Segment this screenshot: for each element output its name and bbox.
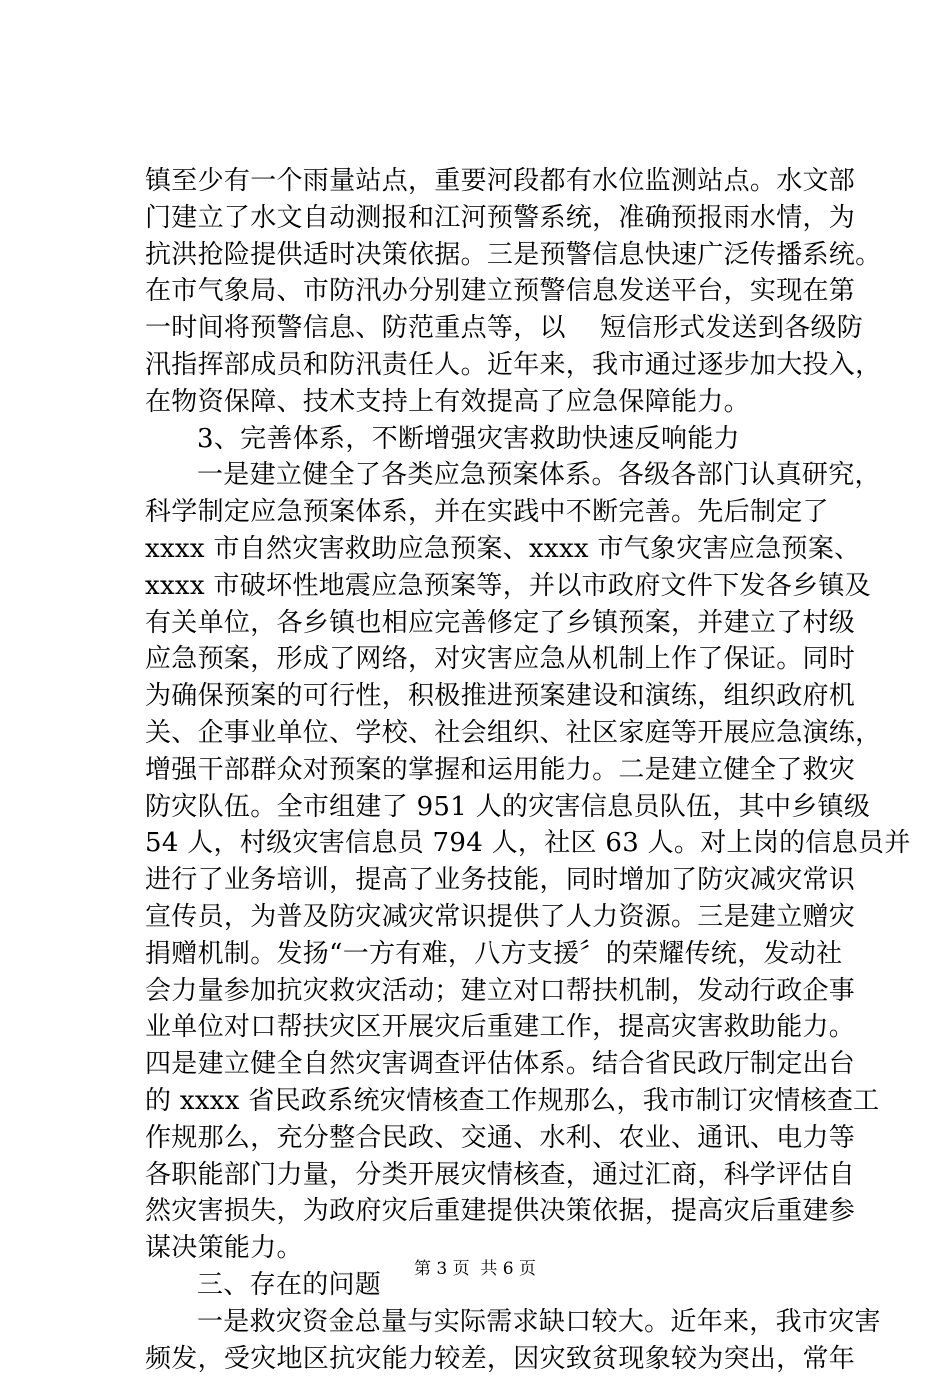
text-line: 四是建立健全自然灾害调查评估体系。结合省民政厅制定出台 — [145, 1046, 835, 1083]
text-line: 增强干部群众对预案的掌握和运用能力。二是建立健全了救灾 — [145, 752, 835, 789]
text-line: xxxx 市自然灾害救助应急预案、xxxx 市气象灾害应急预案、 — [145, 531, 835, 568]
text-line: 汛指挥部成员和防汛责任人。近年来，我市通过逐步加大投入， — [145, 347, 835, 384]
text-line: 的 xxxx 省民政系统灾情核查工作规那么，我市制订灾情核查工 — [145, 1083, 835, 1120]
text-line: 宣传员，为普及防灾减灾常识提供了人力资源。三是建立赠灾 — [145, 899, 835, 936]
text-line: 抗洪抢险提供适时决策依据。三是预警信息快速广泛传播系统。 — [145, 237, 835, 274]
text-line: 作规那么，充分整合民政、交通、水利、农业、通讯、电力等 — [145, 1120, 835, 1157]
text-line: 科学制定应急预案体系，并在实践中不断完善。先后制定了 — [145, 494, 835, 531]
text-line: 然灾害损失，为政府灾后重建提供决策依据，提高灾后重建参 — [145, 1193, 835, 1230]
section-heading: 3、完善体系，不断增强灾害救助快速反响能力 — [145, 421, 835, 458]
document-body — [145, 163, 835, 1377]
text-line: 频发，受灾地区抗灾能力较差，因灾致贫现象较为突出，常年 — [145, 1341, 835, 1377]
text-line: 镇至少有一个雨量站点，重要河段都有水位监测站点。水文部 — [145, 163, 835, 200]
text-line: 关、企事业单位、学校、社会组织、社区家庭等开展应急演练， — [145, 715, 835, 752]
text-line: 在物资保障、技术支持上有效提高了应急保障能力。 — [145, 384, 835, 421]
text-line: 在市气象局、市防汛办分别建立预警信息发送平台，实现在第 — [145, 273, 835, 310]
paragraph-start: 一是救灾资金总量与实际需求缺口较大。近年来，我市灾害 — [145, 1304, 835, 1341]
text-line: 会力量参加抗灾救灾活动；建立对口帮扶机制，发动行政企事 — [145, 973, 835, 1010]
text-line: 谋决策能力。 — [145, 1230, 835, 1267]
page-number: 第 3 页 共 6 页 — [414, 1259, 536, 1279]
text-line: 进行了业务培训，提高了业务技能，同时增加了防灾减灾常识 — [145, 862, 835, 899]
text-line: 应急预案，形成了网络，对灾害应急从机制上作了保证。同时 — [145, 641, 835, 678]
text-line: xxxx 市破坏性地震应急预案等，并以市政府文件下发各乡镇及 — [145, 568, 835, 605]
text-line: 防灾队伍。全市组建了 951 人的灾害信息员队伍，其中乡镇级 — [145, 789, 835, 826]
section-heading: 三、存在的问题 — [145, 1267, 835, 1304]
text-line: 业单位对口帮扶灾区开展灾后重建工作，提高灾害救助能力。 — [145, 1009, 835, 1046]
text-line: 各职能部门力量，分类开展灾情核查，通过汇商，科学评估自 — [145, 1157, 835, 1194]
text-line: 有关单位，各乡镇也相应完善修定了乡镇预案，并建立了村级 — [145, 605, 835, 642]
text-line: 门建立了水文自动测报和江河预警系统，准确预报雨水情，为 — [145, 200, 835, 237]
text-line: 捐赠机制。发扬“一方有难，八方支援〞的荣耀传统，发动社 — [145, 936, 835, 973]
text-line: 一时间将预警信息、防范重点等，以 短信形式发送到各级防 — [145, 310, 835, 347]
paragraph-start: 一是建立健全了各类应急预案体系。各级各部门认真研究， — [145, 457, 835, 494]
text-line: 为确保预案的可行性，积极推进预案建设和演练，组织政府机 — [145, 678, 835, 715]
page-footer — [0, 1257, 950, 1281]
text-line: 54 人，村级灾害信息员 794 人，社区 63 人。对上岗的信息员并 — [145, 825, 835, 862]
